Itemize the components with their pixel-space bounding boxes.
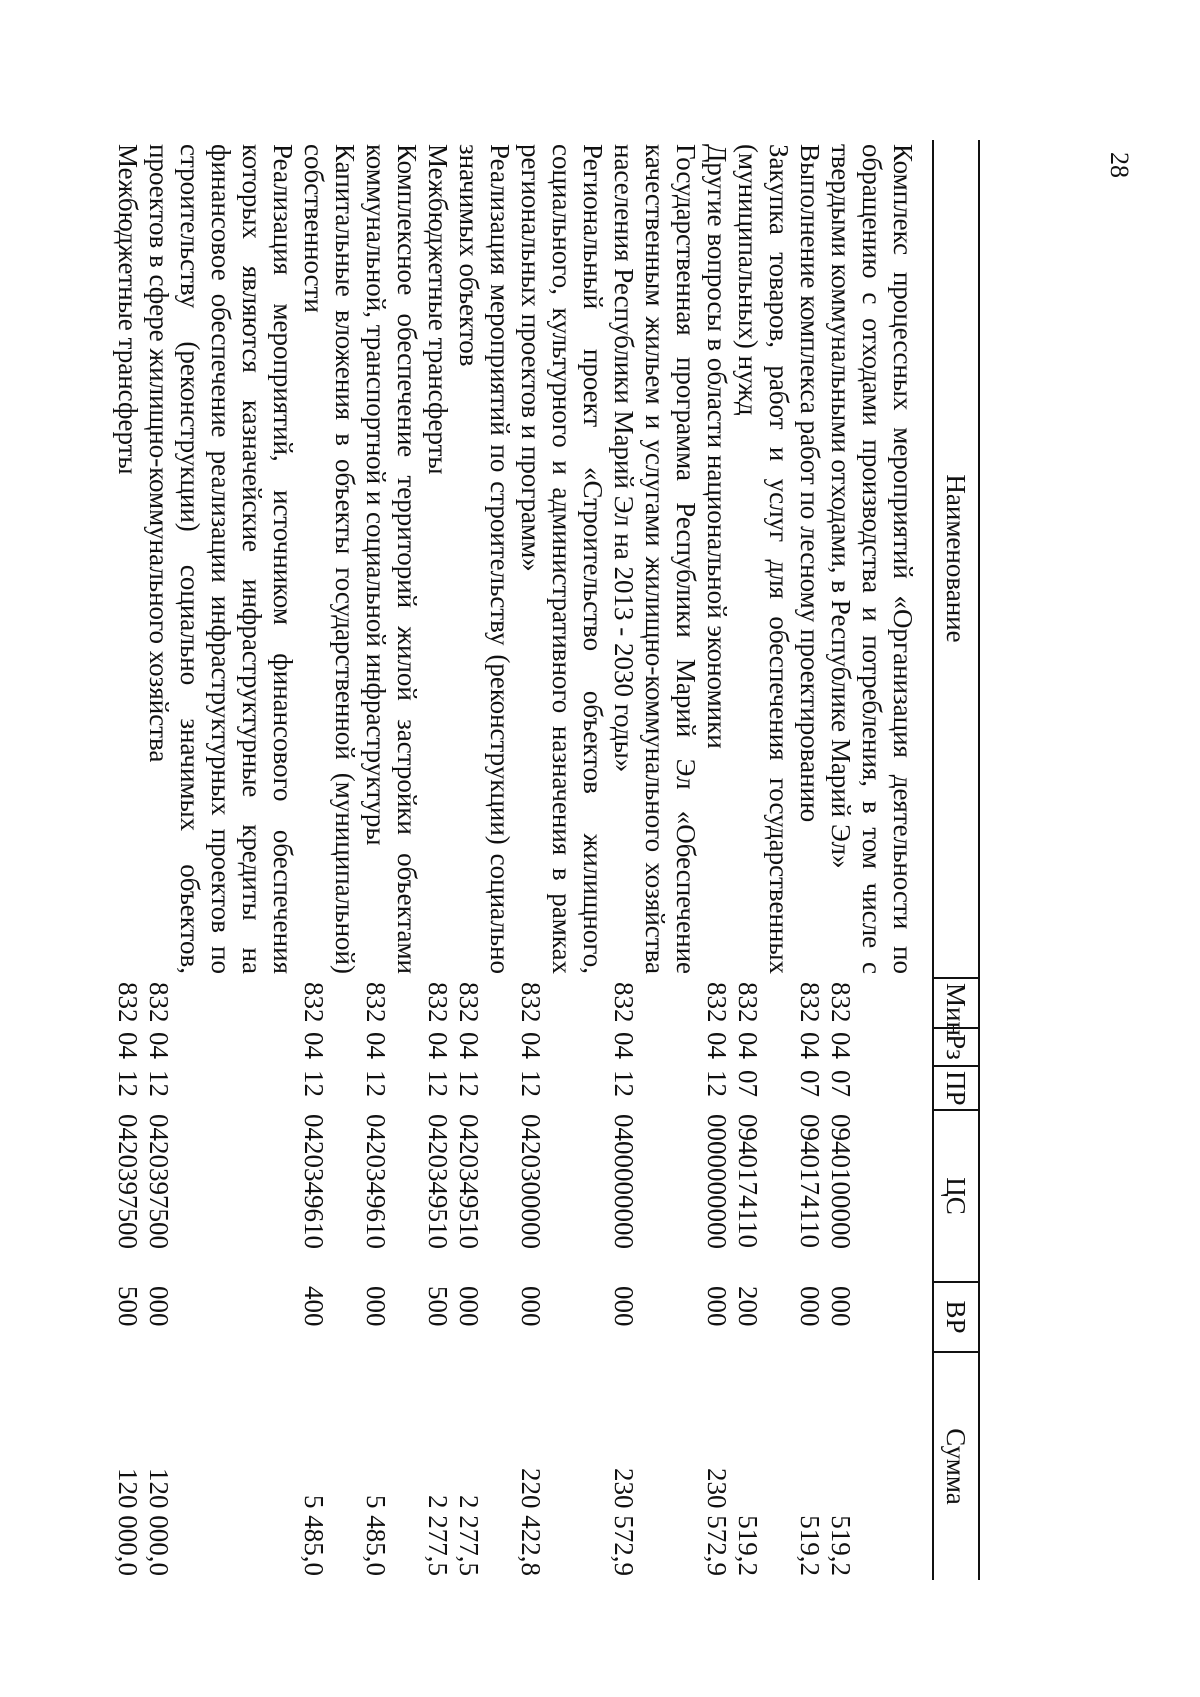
cell-name: Реализация мероприятий по строительству (реконструкции) социально значимых объектов bbox=[454, 144, 515, 974]
cell-rz: 04 bbox=[795, 1032, 825, 1059]
cell-name: Реализация мероприятий, источником финансового обеспечения которых являются казначейские инфраструктурные кредиты на финансовое обеспечение реализации инфраструктурных проектов по строительству (реконструкции) социально значимых объектов, проектов в сфере жилищно-коммунального хозяйства bbox=[144, 144, 298, 974]
cell-cs: 0400000000 bbox=[609, 1114, 639, 1249]
table-row bbox=[143, 140, 298, 1580]
cell-name: Выполнение комплекса работ по лесному проектированию bbox=[795, 144, 825, 823]
rotated-table-container bbox=[113, 140, 980, 1580]
cell-sum: 5 485,0 bbox=[361, 1495, 391, 1576]
cell-name: Закупка товаров, работ и услуг для обеспечения государственных (муниципальных) нужд bbox=[733, 144, 794, 974]
header-sum: Сумма bbox=[933, 1352, 979, 1580]
cell-cs: 0940174110 bbox=[733, 1114, 763, 1248]
cell-sum: 220 422,8 bbox=[516, 1468, 546, 1576]
cell-min: 832 bbox=[454, 982, 484, 1023]
table-row bbox=[825, 140, 933, 1580]
cell-pr: 12 bbox=[113, 1070, 143, 1097]
cell-name: Комплексное обеспечение территорий жилой застройки объектами коммунальной, транспортной и социальной инфраструктуры bbox=[361, 144, 422, 974]
cell-name: Капитальные вложения в объекты государственной (муниципальной) собственности bbox=[299, 144, 360, 974]
header-name: Наименование bbox=[933, 140, 979, 978]
cell-cs: 0420397500 bbox=[144, 1114, 174, 1249]
cell-rz: 04 bbox=[609, 1032, 639, 1059]
cell-rz: 04 bbox=[733, 1032, 763, 1059]
cell-vr: 500 bbox=[423, 1286, 453, 1327]
cell-vr: 000 bbox=[516, 1286, 546, 1327]
cell-pr: 12 bbox=[299, 1070, 329, 1097]
cell-name: Межбюджетные трансферты bbox=[113, 144, 143, 475]
cell-rz: 04 bbox=[299, 1032, 329, 1059]
cell-name: Комплекс процессных мероприятий «Организация деятельности по обращению с отходами производства и потребления, в том числе с твердыми коммунальными отходами, в Республике Марий Эл» bbox=[826, 144, 918, 974]
cell-pr: 12 bbox=[423, 1070, 453, 1097]
cell-vr: 000 bbox=[795, 1286, 825, 1327]
cell-pr: 07 bbox=[733, 1070, 763, 1097]
cell-name: Другие вопросы в области национальной экономики bbox=[702, 144, 732, 749]
cell-cs: 0420349610 bbox=[361, 1114, 391, 1249]
cell-sum: 519,2 bbox=[733, 1515, 763, 1576]
cell-min: 832 bbox=[609, 982, 639, 1023]
cell-cs: 0940174110 bbox=[795, 1114, 825, 1248]
cell-pr: 07 bbox=[826, 1070, 856, 1097]
cell-min: 832 bbox=[423, 982, 453, 1023]
cell-sum: 120 000,0 bbox=[144, 1468, 174, 1576]
cell-name: Региональный проект «Строительство объектов жилищного, социального, культурного и административного назначения в рамках региональных проектов и программ» bbox=[516, 144, 608, 974]
cell-sum: 120 000,0 bbox=[113, 1468, 143, 1576]
cell-name: Государственная программа Республики Марий Эл «Обеспечение качественным жильем и услугами жилищно-коммунального хозяйства населения Республики Марий Эл на 2013 - 2030 годы» bbox=[609, 144, 701, 974]
cell-min: 832 bbox=[516, 982, 546, 1023]
table-row bbox=[360, 140, 422, 1580]
cell-vr: 200 bbox=[733, 1286, 763, 1327]
cell-rz: 04 bbox=[826, 1032, 856, 1059]
cell-rz: 04 bbox=[702, 1032, 732, 1059]
cell-sum: 519,2 bbox=[795, 1515, 825, 1576]
cell-rz: 04 bbox=[423, 1032, 453, 1059]
cell-sum: 230 572,9 bbox=[702, 1468, 732, 1576]
header-vr: ВР bbox=[933, 1282, 979, 1352]
table-row bbox=[453, 140, 515, 1580]
cell-rz: 04 bbox=[113, 1032, 143, 1059]
cell-min: 832 bbox=[702, 982, 732, 1023]
cell-min: 832 bbox=[361, 982, 391, 1023]
header-rz: Рз bbox=[933, 1028, 979, 1066]
table-row bbox=[112, 140, 143, 1580]
cell-min: 832 bbox=[733, 982, 763, 1023]
cell-sum: 2 277,5 bbox=[454, 1495, 484, 1576]
cell-vr: 000 bbox=[826, 1286, 856, 1327]
table-row bbox=[608, 140, 701, 1580]
cell-rz: 04 bbox=[144, 1032, 174, 1059]
cell-cs: 0940100000 bbox=[826, 1114, 856, 1249]
cell-min: 832 bbox=[144, 982, 174, 1023]
cell-sum: 5 485,0 bbox=[299, 1495, 329, 1576]
cell-pr: 12 bbox=[516, 1070, 546, 1097]
table-row bbox=[422, 140, 453, 1580]
cell-vr: 000 bbox=[609, 1286, 639, 1327]
cell-name: Межбюджетные трансферты bbox=[423, 144, 453, 475]
cell-rz: 04 bbox=[361, 1032, 391, 1059]
cell-cs: 0420349510 bbox=[454, 1114, 484, 1249]
table-row bbox=[701, 140, 732, 1580]
cell-vr: 000 bbox=[454, 1286, 484, 1327]
cell-pr: 07 bbox=[795, 1070, 825, 1097]
table-row bbox=[732, 140, 794, 1580]
cell-min: 832 bbox=[826, 982, 856, 1023]
cell-pr: 12 bbox=[144, 1070, 174, 1097]
cell-vr: 000 bbox=[361, 1286, 391, 1327]
table-row bbox=[515, 140, 608, 1580]
cell-cs: 0420300000 bbox=[516, 1114, 546, 1249]
cell-rz: 04 bbox=[516, 1032, 546, 1059]
table-row bbox=[794, 140, 825, 1580]
cell-cs: 0420349610 bbox=[299, 1114, 329, 1249]
cell-cs: 0420349510 bbox=[423, 1114, 453, 1249]
page-number: 28 bbox=[1105, 152, 1134, 178]
cell-cs: 0420397500 bbox=[113, 1114, 143, 1249]
cell-cs: 0000000000 bbox=[702, 1114, 732, 1249]
cell-vr: 400 bbox=[299, 1286, 329, 1327]
cell-min: 832 bbox=[113, 982, 143, 1023]
cell-vr: 500 bbox=[113, 1286, 143, 1327]
cell-vr: 000 bbox=[144, 1286, 174, 1327]
cell-sum: 2 277,5 bbox=[423, 1495, 453, 1576]
header-min: Мин bbox=[933, 978, 979, 1028]
budget-table bbox=[112, 140, 980, 1580]
cell-pr: 12 bbox=[702, 1070, 732, 1097]
cell-min: 832 bbox=[795, 982, 825, 1023]
cell-rz: 04 bbox=[454, 1032, 484, 1059]
table-header-row bbox=[933, 140, 979, 1580]
cell-sum: 230 572,9 bbox=[609, 1468, 639, 1576]
header-pr: ПР bbox=[933, 1066, 979, 1110]
cell-pr: 12 bbox=[361, 1070, 391, 1097]
cell-sum: 519,2 bbox=[826, 1515, 856, 1576]
cell-vr: 000 bbox=[702, 1286, 732, 1327]
table-body bbox=[112, 140, 933, 1580]
cell-min: 832 bbox=[299, 982, 329, 1023]
cell-pr: 12 bbox=[609, 1070, 639, 1097]
table-row bbox=[298, 140, 360, 1580]
header-cs: ЦС bbox=[933, 1110, 979, 1282]
cell-pr: 12 bbox=[454, 1070, 484, 1097]
